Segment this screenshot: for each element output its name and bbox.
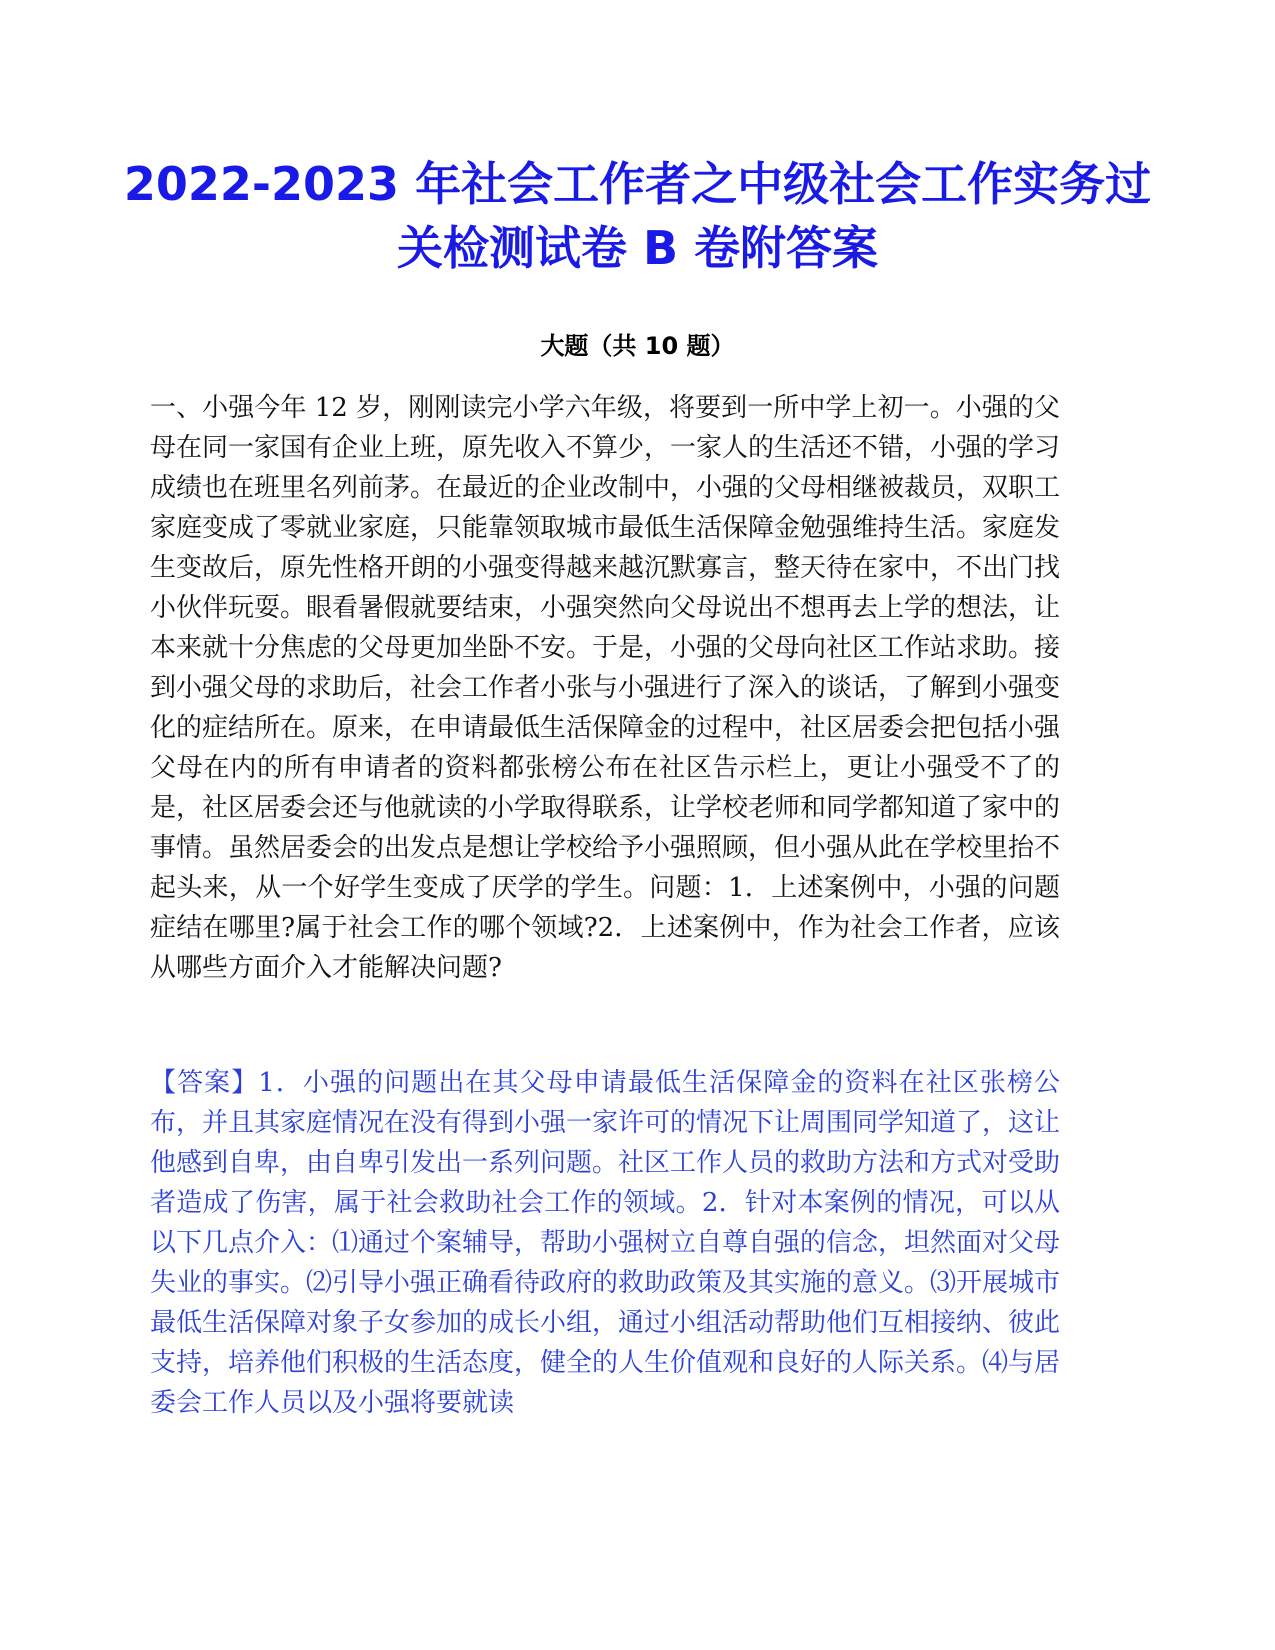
answer-paragraph: 【答案】1．小强的问题出在其父母申请最低生活保障金的资料在社区张榜公布，并且其家庭情况在没有得到小强一家许可的情况下让周围同学知道了，这让他感到自卑，由自卑引发出一系列问题。社区工作人员的救助方法和方式对受助者造成了伤害，属于社会救助社会工作的领域。2．针对本案例的情况，可以从以下几点介入：⑴通过个案辅导，帮助小强树立自尊自强的信念，坦然面对父母失业的事实。⑵引导小强正确看待政府的救助政策及其实施的意义。⑶开展城市最低生活保障对象子女参加的成长小组，通过小组活动帮助他们互相接纳、彼此支持，培养他们积极的生活态度，健全的人生价值观和良好的人际关系。⑷与居委会工作人员以及小强将要就读 [150,1068,1061,1418]
document-title: 2022-2023 年社会工作者之中级社会工作实务过关检测试卷 B 卷附答案 [123,157,1152,275]
section-heading: 大题（共 10 题） [540,332,735,360]
question-paragraph: 一、小强今年 12 岁，刚刚读完小学六年级，将要到一所中学上初一。小强的父母在同一家国有企业上班，原先收入不算少，一家人的生活还不错，小强的学习成绩也在班里名列前茅。在最近的企业改制中，小强的父母相继被裁员，双职工家庭变成了零就业家庭，只能靠领取城市最低生活保障金勉强维持生活。家庭发生变故后，原先性格开朗的小强变得越来越沉默寡言，整天待在家中，不出门找小伙伴玩耍。眼看暑假就要结束，小强突然向父母说出不想再去上学的想法，让本来就十分焦虑的父母更加坐卧不安。于是，小强的父母向社区工作站求助。接到小强父母的求助后，社会工作者小张与小强进行了深入的谈话，了解到小强变化的症结所在。原来，在申请最低生活保障金的过程中，社区居委会把包括小强父母在内的所有申请者的资料都张榜公布在社区告示栏上，更让小强受不了的是，社区居委会还与他就读的小学取得联系，让学校老师和同学都知道了家中的事情。虽然居委会的出发点是想让学校给予小强照顾，但小强从此在学校里抬不起头来，从一个好学生变成了厌学的学生。问题：1．上述案例中，小强的问题症结在哪里?属于社会工作的哪个领域?2．上述案例中，作为社会工作者，应该从哪些方面介入才能解决问题? [150,393,1061,983]
